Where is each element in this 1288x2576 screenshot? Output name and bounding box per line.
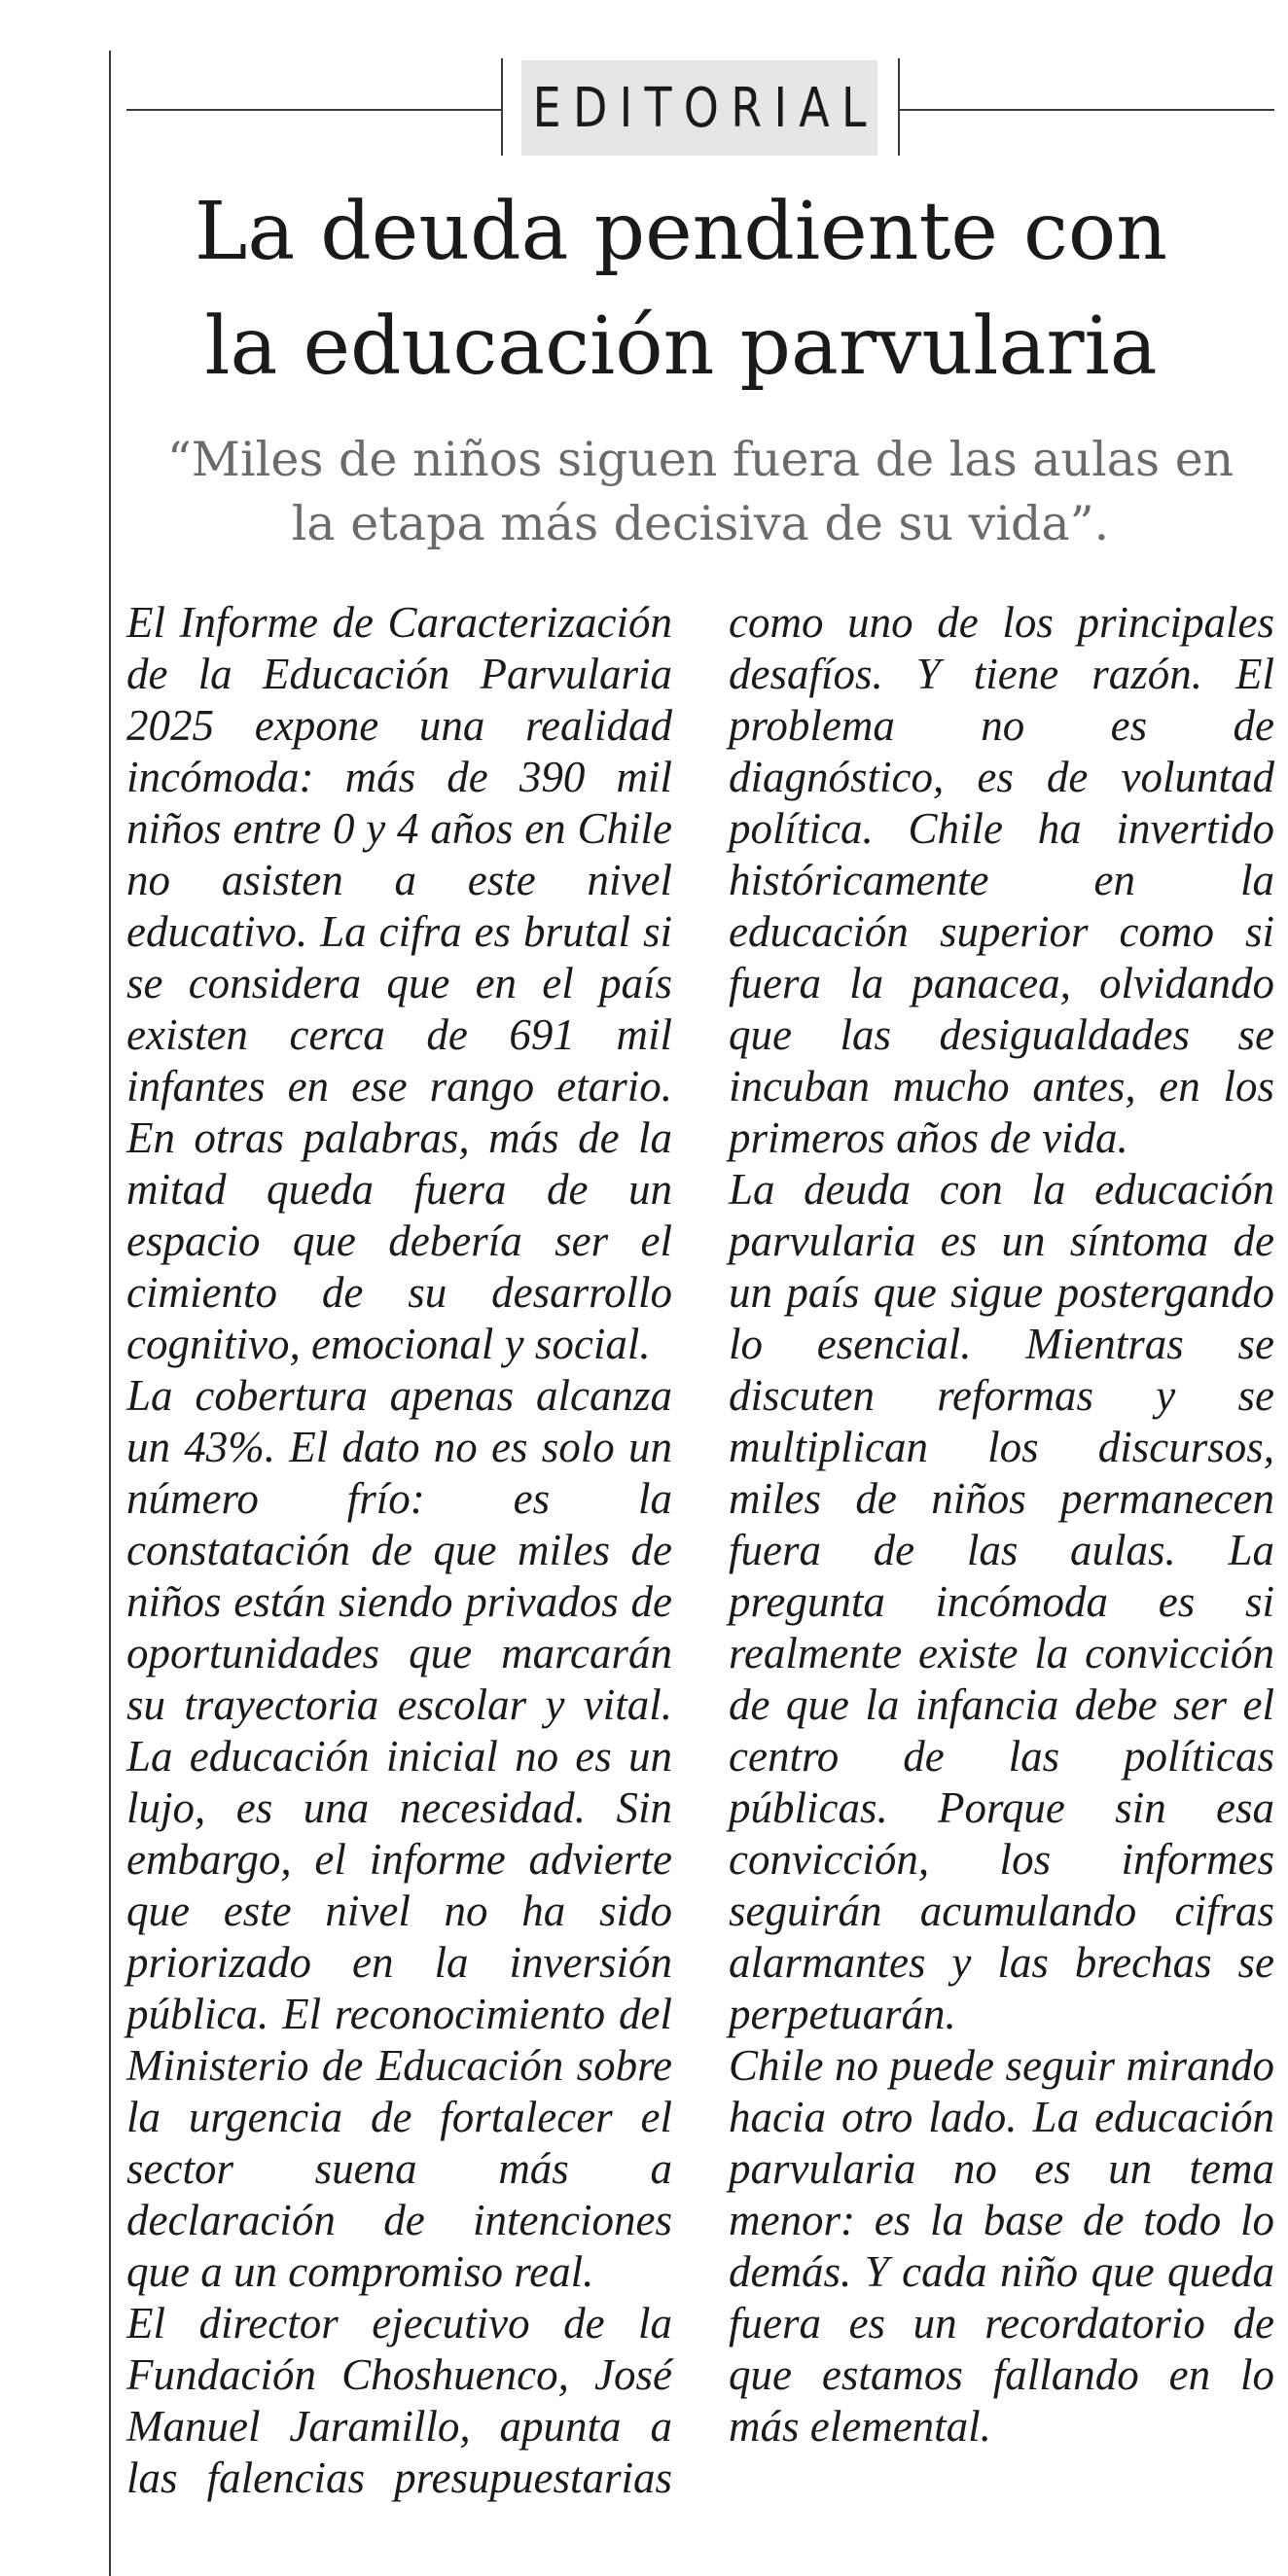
header-rule-left (126, 109, 501, 111)
header-rule-right (900, 109, 1274, 111)
paragraph: La deuda con la educación parvularia es un síntoma de un país que sigue postergando lo esencial. Mientras se discuten reformas y se multiplican los discursos, miles de niños permanecen fuera de las aulas. La pregunta incómoda es si realmente existe la convicción de que la infancia debe ser el centro de las políticas públicas. Porque sin esa convicción, los informes seguirán acumulando cifras alarmantes y las brechas se perpetuarán. (729, 1165, 1274, 2038)
article-body (126, 597, 1274, 2552)
headline-line-2: la educación parvularia (204, 300, 1158, 393)
paragraph: La cobertura apenas alcanza un 43%. El dato no es solo un número frío: es la constatación de que miles de niños están siendo privados de oportunidades que marcarán su trayectoria escolar y vital. La educación inicial no es un lujo, es una necesidad. Sin embargo, el informe advierte que este nivel no ha sido priorizado en la inversión pública. El reconocimiento del Ministerio de Educación sobre la urgencia de fortalecer el sector suena más a declaración de intenciones que a un compromiso real. (126, 1371, 672, 2296)
paragraph: El Informe de Caracterización de la Educación Parvularia 2025 expone una realidad incómoda: más de 390 mil niños entre 0 y 4 años en Chile no asisten a este nivel educativo. La cifra es brutal si se considera que en el país existen cerca de 691 mil infantes en ese rango etario. En otras palabras, más de la mitad queda fuera de un espacio que debería ser el cimiento de su desarrollo cognitivo, emocional y social. (126, 598, 672, 1368)
pullquote-line-2: la etapa más decisiva de su vida”. (291, 496, 1110, 551)
header-tick-right (898, 58, 900, 156)
pullquote (126, 428, 1274, 556)
column-rule-left (109, 51, 111, 2576)
paragraph: Chile no puede seguir mirando hacia otro lado. La educación parvularia no es un tema menor: es la base de todo lo demás. Y cada niño que queda fuera es un recordatorio de que estamos fallando en lo más elemental. (729, 2041, 1274, 2451)
headline (146, 175, 1216, 405)
pullquote-line-1: “Miles de niños siguen fuera de las aulas en (166, 432, 1234, 487)
paragraph: El director ejecutivo de la Fundación Choshuenco, José Manuel Jaramillo, apunta a las falencias presupuestarias como uno de los principales desafíos. Y tiene razón. El problema no es de diagnóstico, es de voluntad política. Chile ha invertido históricamente en la educación superior como si fuera la panacea, olvidando que las desigualdades se incuban mucho antes, en los primeros años de vida. (126, 598, 1274, 2502)
header-tick-left (501, 58, 503, 156)
section-label-box (521, 60, 877, 156)
section-label: EDITORIAL (532, 76, 878, 140)
headline-line-1: La deuda pendiente con (194, 186, 1168, 278)
